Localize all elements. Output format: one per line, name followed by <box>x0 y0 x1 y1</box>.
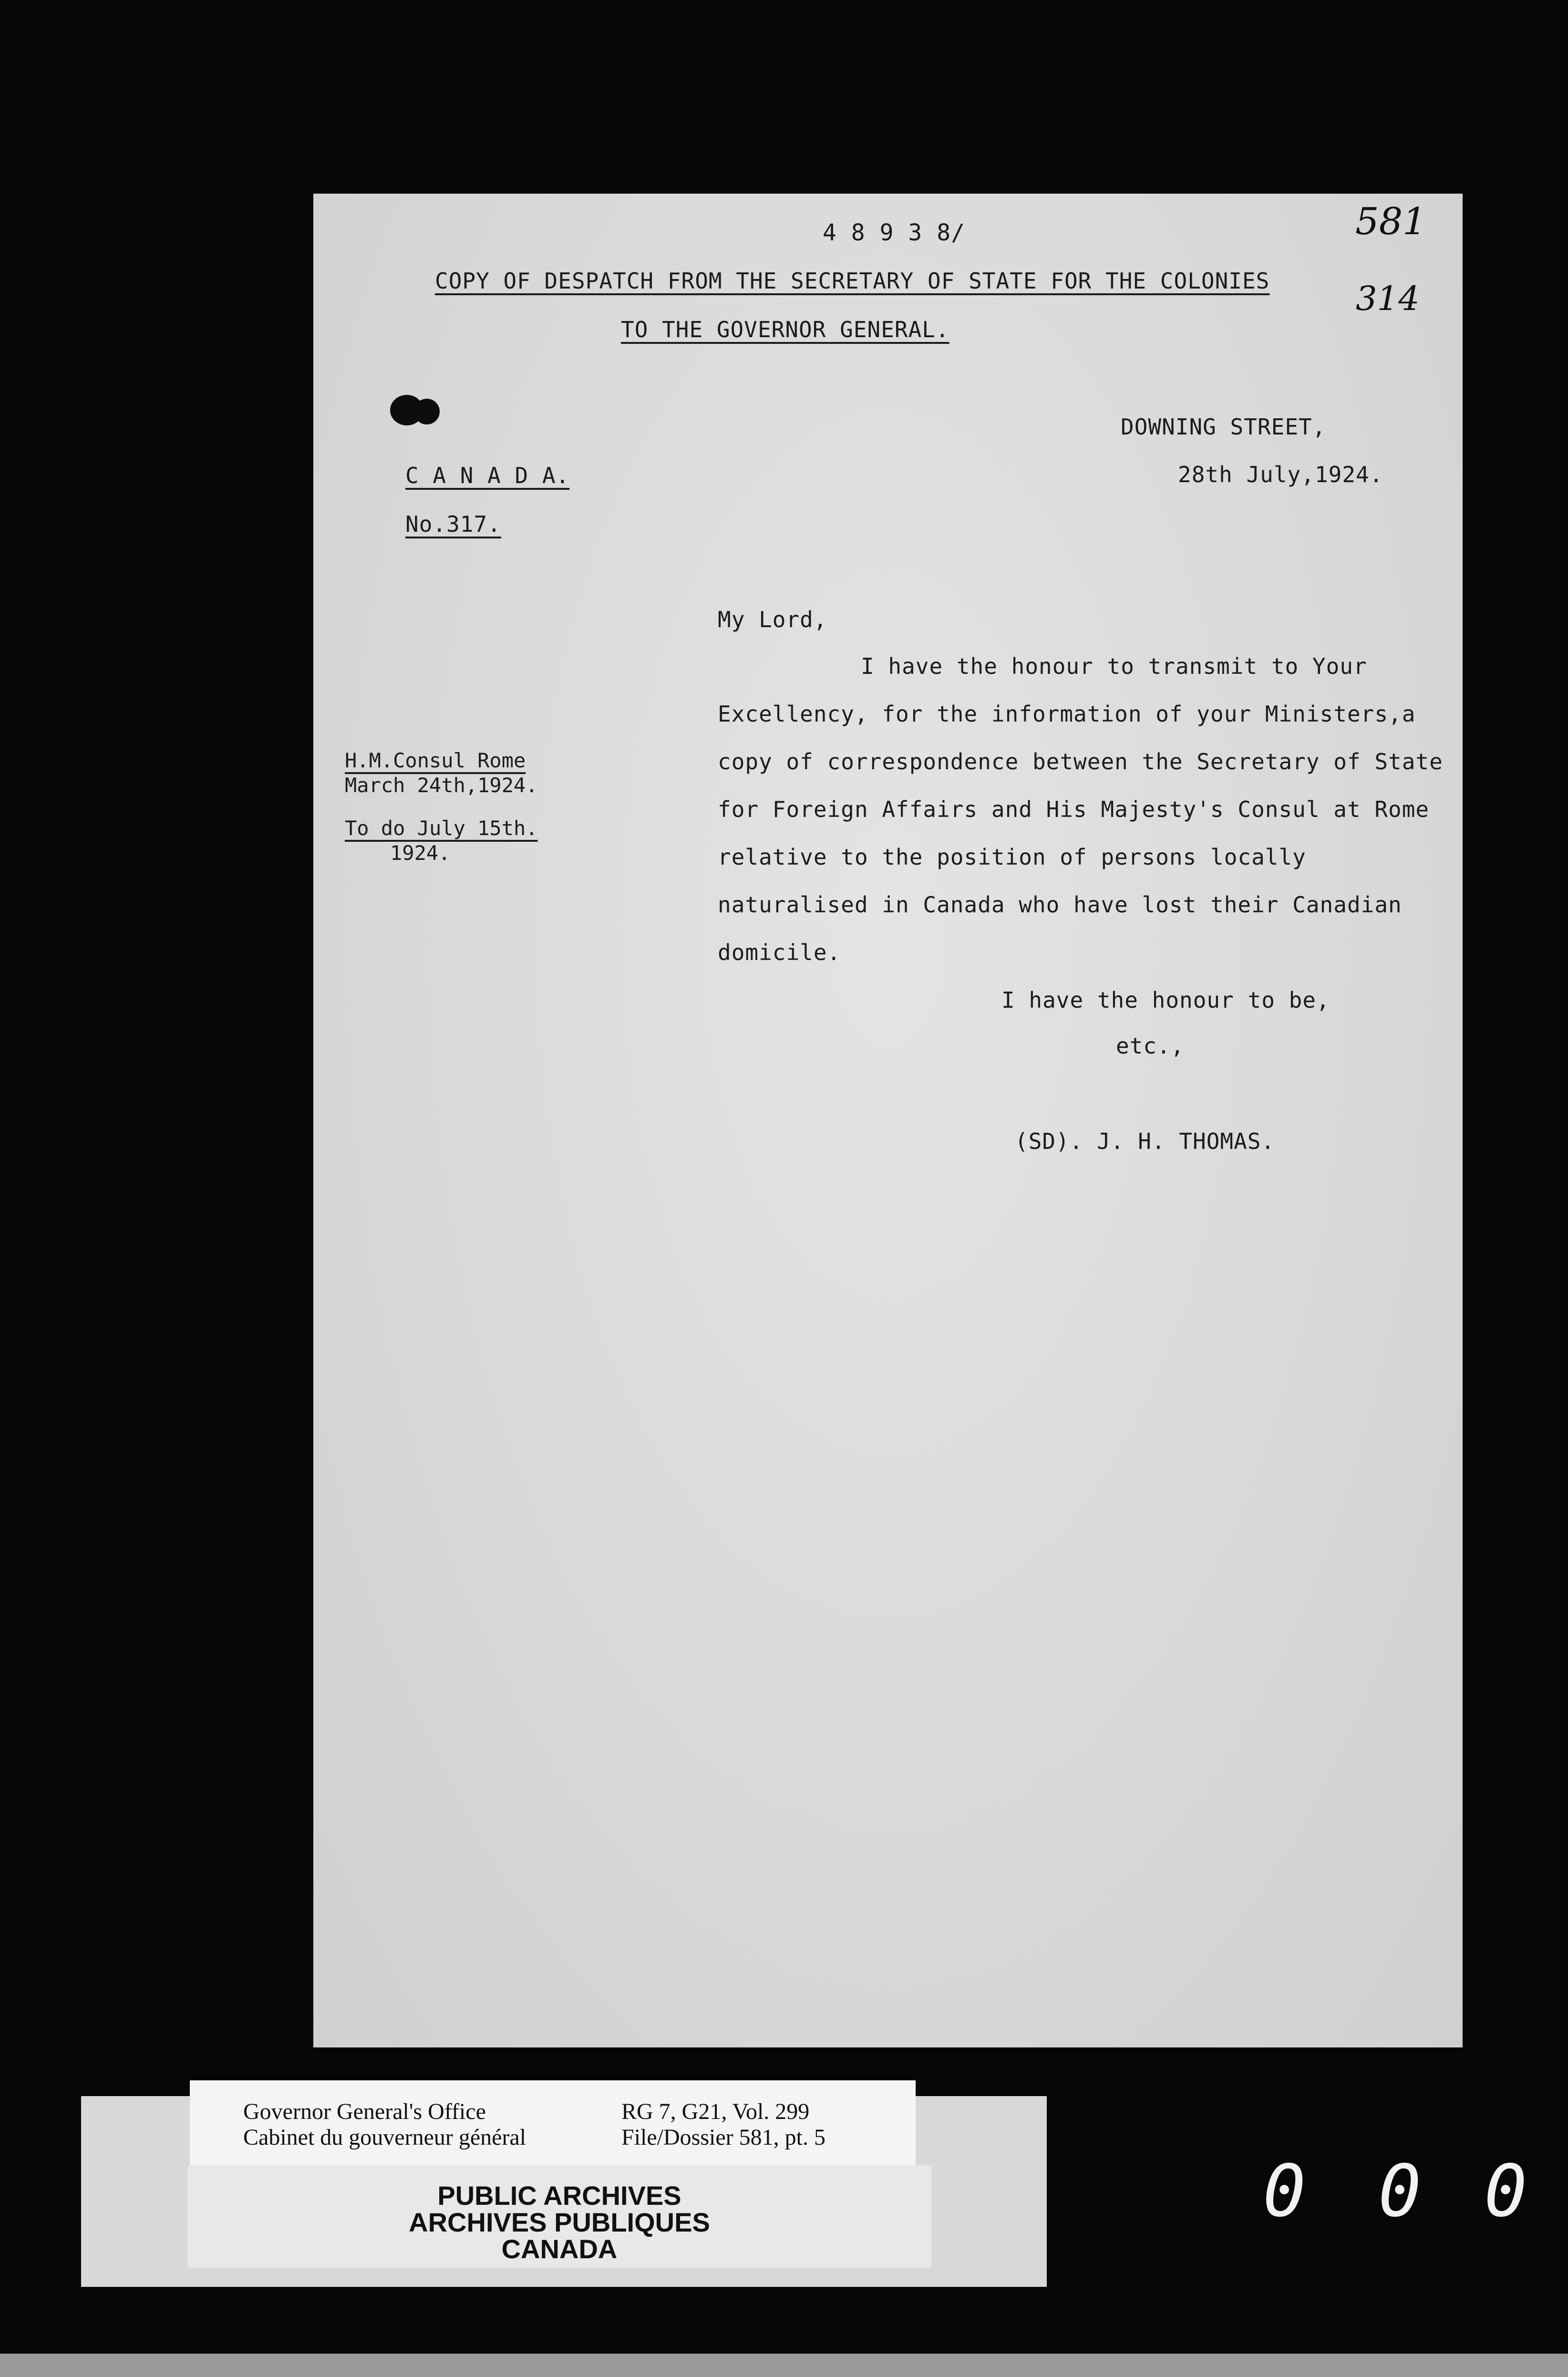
document-subtitle: TO THE GOVERNOR GENERAL. <box>621 317 949 342</box>
letter-date: 28th July,1924. <box>1178 462 1383 487</box>
film-edge <box>0 2354 1568 2377</box>
body-line: I have the honour to transmit to Your <box>861 653 1367 679</box>
frame-counter-digit: 0 <box>1263 2150 1306 2233</box>
archives-country: CANADA <box>501 2234 618 2264</box>
office-name-en: Governor General's Office <box>243 2099 486 2124</box>
frame-counter-digit: 0 <box>1484 2150 1527 2233</box>
record-group-reference: RG 7, G21, Vol. 299 <box>621 2099 810 2124</box>
margin-reference: March 24th,1924. <box>345 774 538 797</box>
closing-line: I have the honour to be, <box>1001 987 1330 1013</box>
sender-address: DOWNING STREET, <box>1121 414 1326 440</box>
archives-stamp <box>187 2165 931 2268</box>
signature: (SD). J. H. THOMAS. <box>1015 1128 1275 1154</box>
office-name-fr: Cabinet du gouverneur général <box>243 2125 526 2150</box>
despatch-number: No.317. <box>405 511 501 537</box>
document-title: COPY OF DESPATCH FROM THE SECRETARY OF STATE FOR THE COLONIES <box>435 268 1270 294</box>
margin-reference: 1924. <box>390 841 451 865</box>
handwritten-folio-number: 581 <box>1355 200 1426 243</box>
body-line: copy of correspondence between the Secretary of State <box>718 749 1443 775</box>
body-line: relative to the position of persons locally <box>718 844 1306 870</box>
body-line: domicile. <box>718 940 841 965</box>
body-line: for Foreign Affairs and His Majesty's Consul at Rome <box>718 796 1430 822</box>
archives-name-en: PUBLIC ARCHIVES <box>437 2181 681 2211</box>
frame-counter-digit: 0 <box>1378 2150 1422 2233</box>
margin-reference: H.M.Consul Rome <box>345 749 526 772</box>
body-line: Excellency, for the information of your Ministers,a <box>718 701 1416 727</box>
country-heading: C A N A D A. <box>405 463 570 488</box>
body-line: naturalised in Canada who have lost their Canadian <box>718 892 1402 918</box>
file-number: 4 8 9 3 8/ <box>823 219 965 246</box>
archives-name-fr: ARCHIVES PUBLIQUES <box>409 2207 710 2237</box>
margin-reference: To do July 15th. <box>345 816 538 840</box>
handwritten-page-number: 314 <box>1356 279 1420 318</box>
salutation: My Lord, <box>718 607 827 632</box>
ink-blot-secondary <box>414 399 440 424</box>
file-reference: File/Dossier 581, pt. 5 <box>621 2125 825 2150</box>
closing-etc: etc., <box>1116 1033 1185 1059</box>
archive-reference-label <box>190 2080 916 2171</box>
